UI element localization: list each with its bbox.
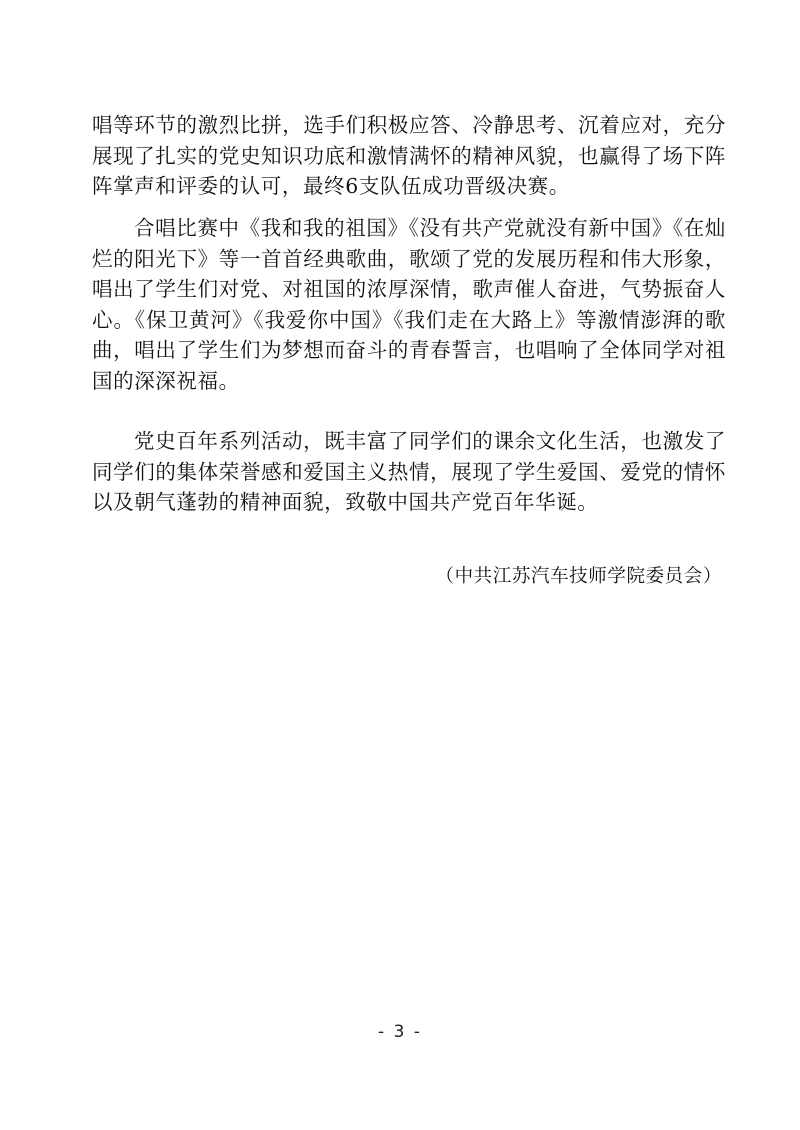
page-number: - 3 - [378,1022,422,1042]
paragraph-chorus-competition: 合唱比赛中《我和我的祖国》《没有共产党就没有新中国》《在灿烂的阳光下》等一首首经典歌曲，歌颂了党的发展历程和伟大形象，唱出了学生们对党、对祖国的浓厚深情，歌声催人奋进，气势振奋人心。《保卫黄河》《我爱你中国》《我们走在大路上》等激情澎湃的歌曲，唱出了学生们为梦想而奋斗的青春誓言，也唱响了全体同学对祖国的深深祝福。 [92,216,726,393]
paragraph-activity-conclusion: 党史百年系列活动，既丰富了同学们的课余文化生活，也激发了同学们的集体荣誉感和爱国主义热情，展现了学生爱国、爱党的情怀以及朝气蓬勃的精神面貌，致敬中国共产党百年华诞。 [92,429,726,514]
paragraph-contest-summary: 唱等环节的激烈比拼，选手们积极应答、冷静思考、沉着应对，充分展现了扎实的党史知识功底和激情满怀的精神风貌，也赢得了场下阵阵掌声和评委的认可，最终6支队伍成功晋级决赛。 [92,113,726,198]
author-signature: （中共江苏汽车技师学院委员会） [435,566,722,587]
